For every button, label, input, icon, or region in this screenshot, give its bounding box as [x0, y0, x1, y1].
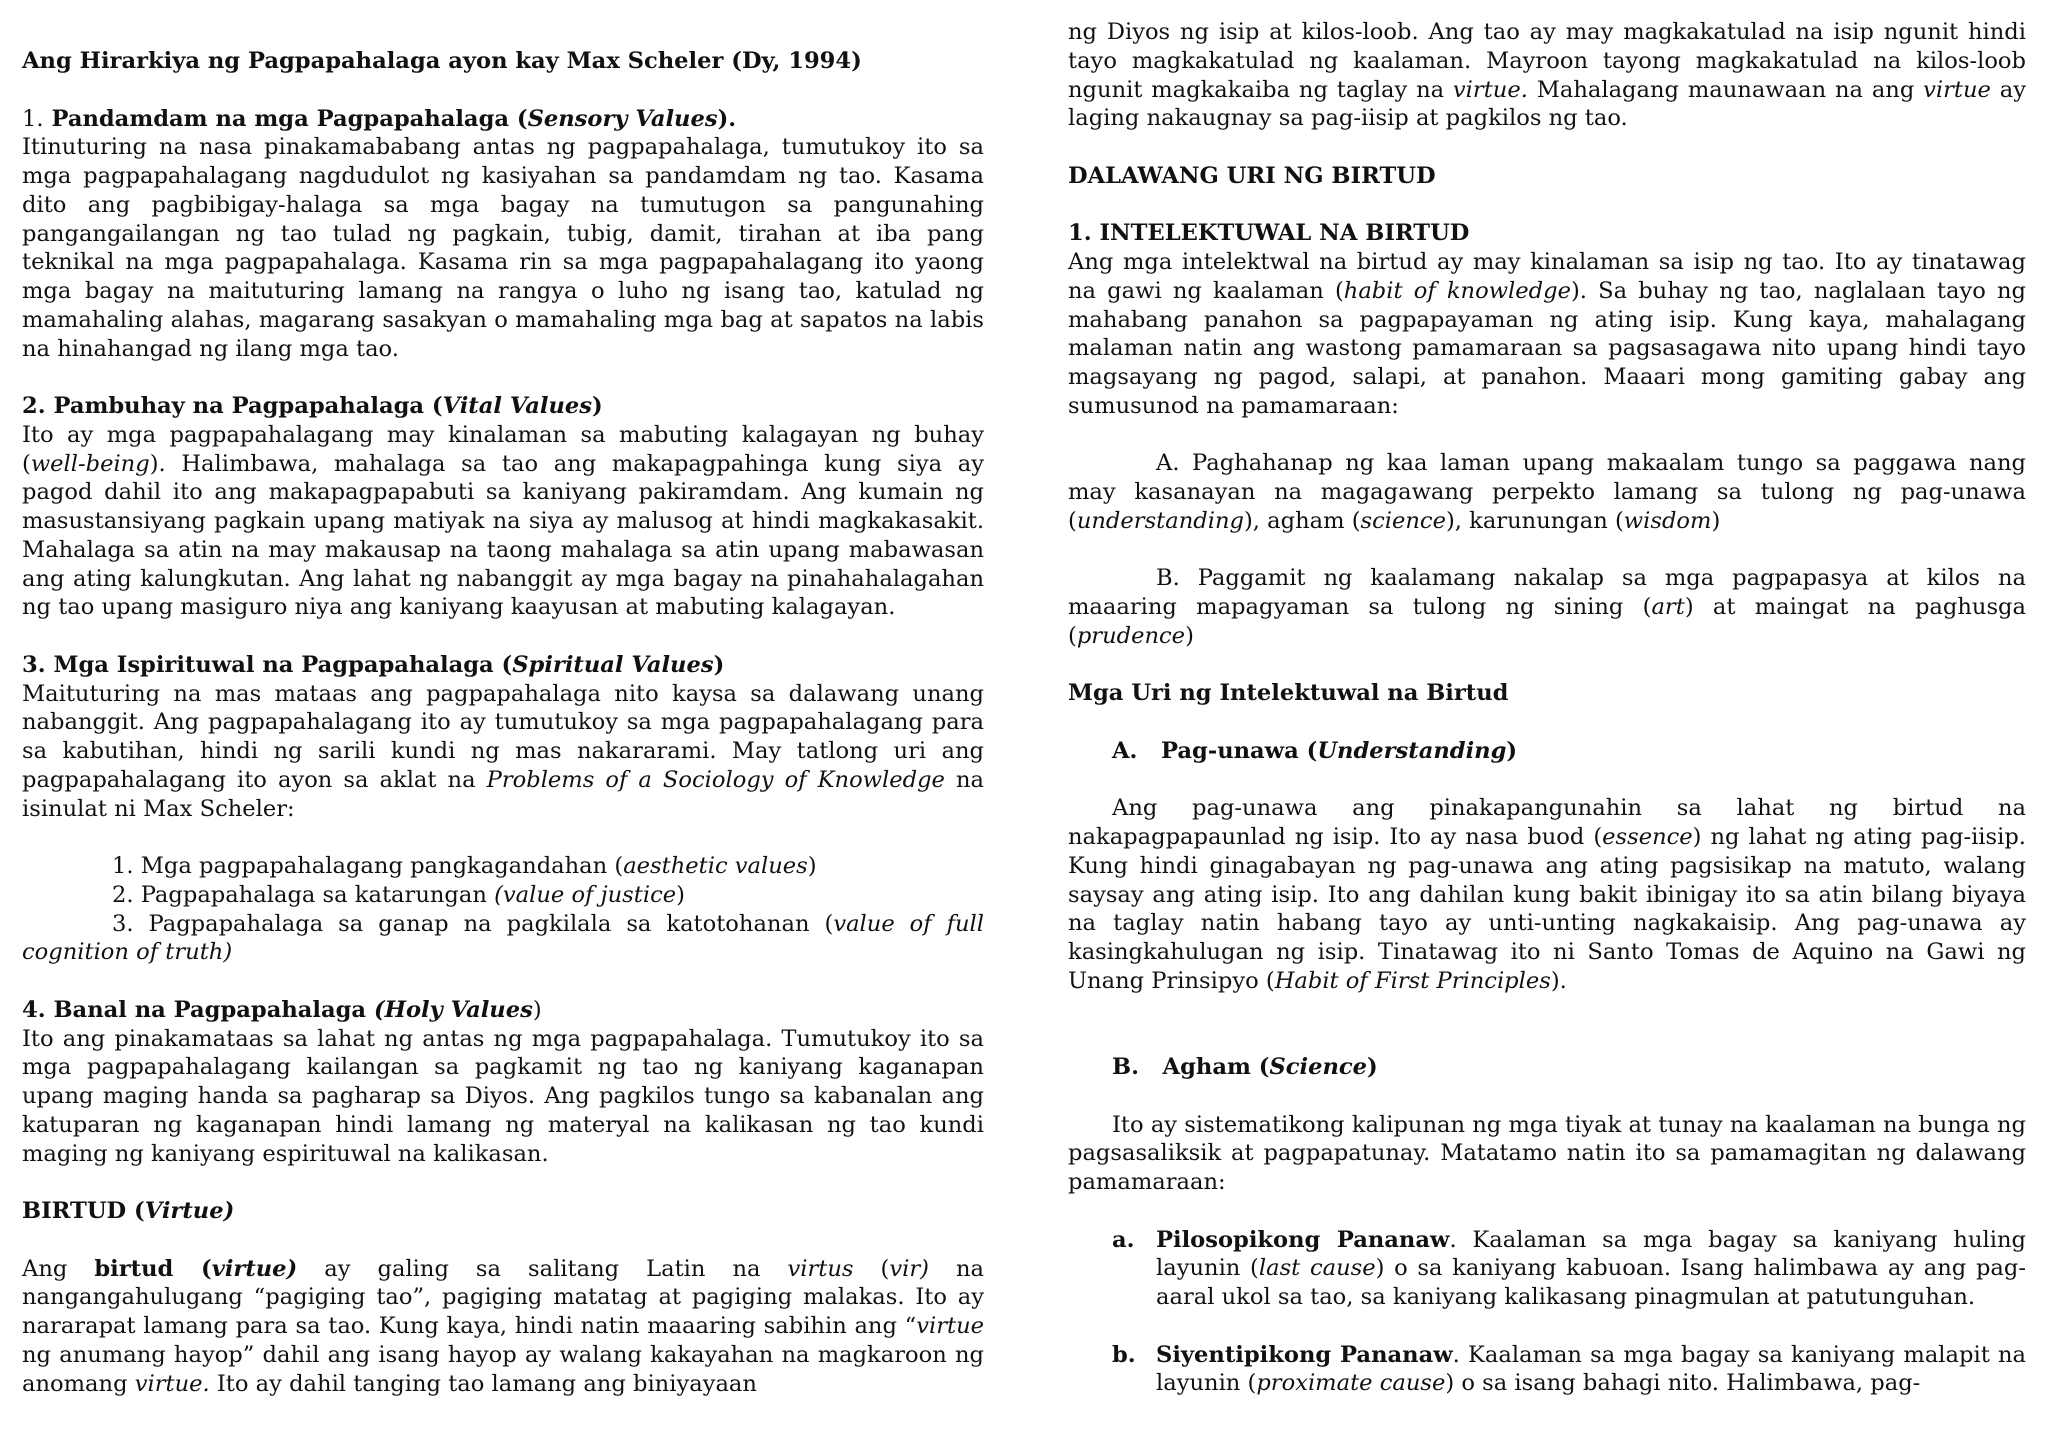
list-item — [1068, 1341, 2026, 1399]
section-2-body: Ito ay mga pagpapahalagang may kinalaman sa mabuting kalagayan ng buhay (well-being). Halimbawa, mahalaga sa tao ang makapagpahinga kung siya ay pagod dahil ito ang makapagpapabuti sa kaniyang pakiramdam. Ang kumain ng masustansiyang pagkain upang matiyak na siya ay malusog at hindi magkakasakit. Mahalaga sa atin na may makausap na taong mahalaga sa atin upang mabawasan ang ating kalungkutan. Ang lahat ng nabanggit ay mga bagay na pinahahalagahan ng tao upang masiguro niya ang kaniyang kaayusan at mabuting kalagayan. — [22, 421, 984, 621]
left-column — [22, 47, 984, 1398]
siyentipikong-pananaw: Siyentipikong Pananaw. Kaalaman sa mga bagay sa kaniyang malapit na layunin (proximate cause) o sa isang bahagi nito. Halimbawa, pag- — [1156, 1341, 2026, 1397]
agham-body: Ito ay sistematikong kalipunan ng mga tiyak at tunay na kaalaman na bunga ng pagsasaliksik at pagpapatunay. Matatamo natin ito sa pamamagitan ng dalawang pamamaraan: — [1068, 1111, 2026, 1195]
intelektuwal-body: Ang mga intelektwal na birtud ay may kinalaman sa isip ng tao. Ito ay tinatawag na gawi ng kaalaman (habit of knowledge). Sa buhay ng tao, naglalaan tayo ng mahabang panahon sa pagpapayaman ng ating isip. Kung kaya, mahalagang malaman natin ang wastong pamamaraan sa pagsasagawa nito upang hindi tayo magsayang ng pagod, salapi, at panahon. Maaari mong gamiting gabay ang sumusunod na pamamaraan: — [1068, 249, 2026, 419]
list-item: 2. Pagpapahalaga sa katarungan (value of justice) — [112, 881, 685, 908]
right-column — [1068, 18, 2026, 1398]
list-marker: b. — [1112, 1341, 1136, 1368]
birtud-continuation: ng Diyos ng isip at kilos-loob. Ang tao ay may magkakatulad na isip ngunit hindi tayo magkakatulad ng kaalaman. Mayroon tayong magkakatulad na kilos-loob ngunit magkakaiba ng taglay na virtue. Mahalagang maunawaan na ang virtue ay laging nakaugnay sa pag-iisip at pagkilos ng tao. — [1068, 19, 2027, 132]
intelektuwal-step-b: B. Paggamit ng kaalamang nakalap sa mga pagpapasya at kilos na maaaring mapagyaman sa tulong ng sining (art) at maingat na paghusga (prudence) — [1068, 565, 2026, 649]
section-1-heading: 1. Pandamdam na mga Pagpapahalaga (Sensory Values). — [22, 105, 737, 132]
document-title: Ang Hirarkiya ng Pagpapahalaga ayon kay Max Scheler (Dy, 1994) — [22, 48, 862, 74]
pag-unawa-heading: A. Pag-unawa (Understanding) — [1112, 737, 1518, 764]
intelektuwal-heading: 1. INTELEKTUWAL NA BIRTUD — [1068, 220, 1470, 247]
mga-uri-heading: Mga Uri ng Intelektuwal na Birtud — [1068, 680, 1509, 707]
list-item — [1068, 1226, 2026, 1312]
pag-unawa-body: Ang pag-unawa ang pinakapangunahin sa lahat ng birtud na nakapagpapaunlad ng isip. Ito ay nasa buod (essence) ng lahat ng ating pag-iisip. Kung hindi ginagabayan ng pag-unawa ang ating pagsisikap na matuto, walang saysay ang ating isip. Ito ang dahilan kung bakit ibinigay ito sa atin bilang biyaya na taglay natin habang tayo ay unti-unting nagkakaisip. Ang pag-unawa ay kasingkahulugan ng isip. Tinatawag ito ni Santo Tomas de Aquino na Gawi ng Unang Prinsipyo (Habit of First Principles). — [1068, 795, 2026, 994]
section-3-body: Maituturing na mas mataas ang pagpapahalaga nito kaysa sa dalawang unang nabanggit. Ang pagpapahalagang ito ay tumutukoy sa mga pagpapahalagang para sa kabutihan, hindi ng sarili kundi ng mas nakararami. May tatlong uri ang pagpapahalagang ito ayon sa aklat na Problems of a Sociology of Knowledge na isinulat ni Max Scheler: — [22, 680, 984, 822]
list-item: 1. Mga pagpapahalagang pangkagandahan (aesthetic values) — [112, 853, 817, 879]
pilosopikong-pananaw: Pilosopikong Pananaw. Kaalaman sa mga bagay sa kaniyang huling layunin (last cause) o sa kaniyang kabuoan. Isang halimbawa ay ang pag- aaral ukol sa tao, sa kaniyang kalikasang pinagmulan at patutunguhan. — [1156, 1226, 2026, 1310]
section-4-heading: 4. Banal na Pagpapahalaga (Holy Values) — [22, 996, 542, 1023]
section-2-heading: 2. Pambuhay na Pagpapahalaga (Vital Values) — [22, 393, 603, 419]
dalawang-uri-heading: DALAWANG URI NG BIRTUD — [1068, 162, 1436, 189]
list-marker: a. — [1112, 1226, 1135, 1253]
agham-heading: B. Agham (Science) — [1112, 1054, 1378, 1080]
birtud-body: Ang birtud (virtue) ay galing sa salitang Latin na virtus (vir) na nangangahulugang “pagiging tao”, pagiging matatag at pagiging malakas. Ito ay nararapat lamang para sa tao. Kung kaya, hindi natin maaaring sabihin ang “virtue ng anumang hayop” dahil ang isang hayop ay walang kakayahan na magkaroon ng anomang virtue. Ito ay dahil tanging tao lamang ang biniyayaan — [22, 1255, 985, 1397]
section-4-body: Ito ang pinakamataas sa lahat ng antas ng mga pagpapahalaga. Tumutukoy ito sa mga pagpapahalagang kailangan sa pagkamit ng tao ng kaniyang kaganapan upang maging handa sa pagharap sa Diyos. Ang pagkilos tungo sa kabanalan ang katuparan ng kaganapan hindi lamang ng materyal na kalikasan ng tao kundi maging ng kaniyang espirituwal na kalikasan. — [22, 1025, 984, 1167]
birtud-heading: BIRTUD (Virtue) — [22, 1198, 235, 1224]
section-3-heading: 3. Mga Ispirituwal na Pagpapahalaga (Spiritual Values) — [22, 651, 725, 678]
intelektuwal-step-a: A. Paghahanap ng kaa laman upang makaalam tungo sa paggawa nang may kasanayan na magagawang perpekto lamang sa tulong ng pag-unawa (understanding), agham (science), karunungan (wisdom) — [1068, 450, 2026, 534]
section-1-body: Itinuturing na nasa pinakamababang antas ng pagpapahalaga, tumutukoy ito sa mga pagpapahalagang nagdudulot ng kasiyahan sa pandamdam ng tao. Kasama dito ang pagbibigay-halaga sa mga bagay na tumutugon sa pangunahing pangangailangan ng tao tulad ng pagkain, tubig, damit, tirahan at iba pang teknikal na mga pagpapahalaga. Kasama rin sa mga pagpapahalagang ito yaong mga bagay na maituturing lamang na rangya o luho ng isang tao, katulad ng mamahaling alahas, magarang sasakyan o mamahaling mga bag at sapatos na labis na hinahangad ng ilang mga tao. — [22, 134, 984, 362]
list-item: 3. Pagpapahalaga sa ganap na pagkilala sa katotohanan (value of full cognition of truth) — [22, 910, 985, 966]
